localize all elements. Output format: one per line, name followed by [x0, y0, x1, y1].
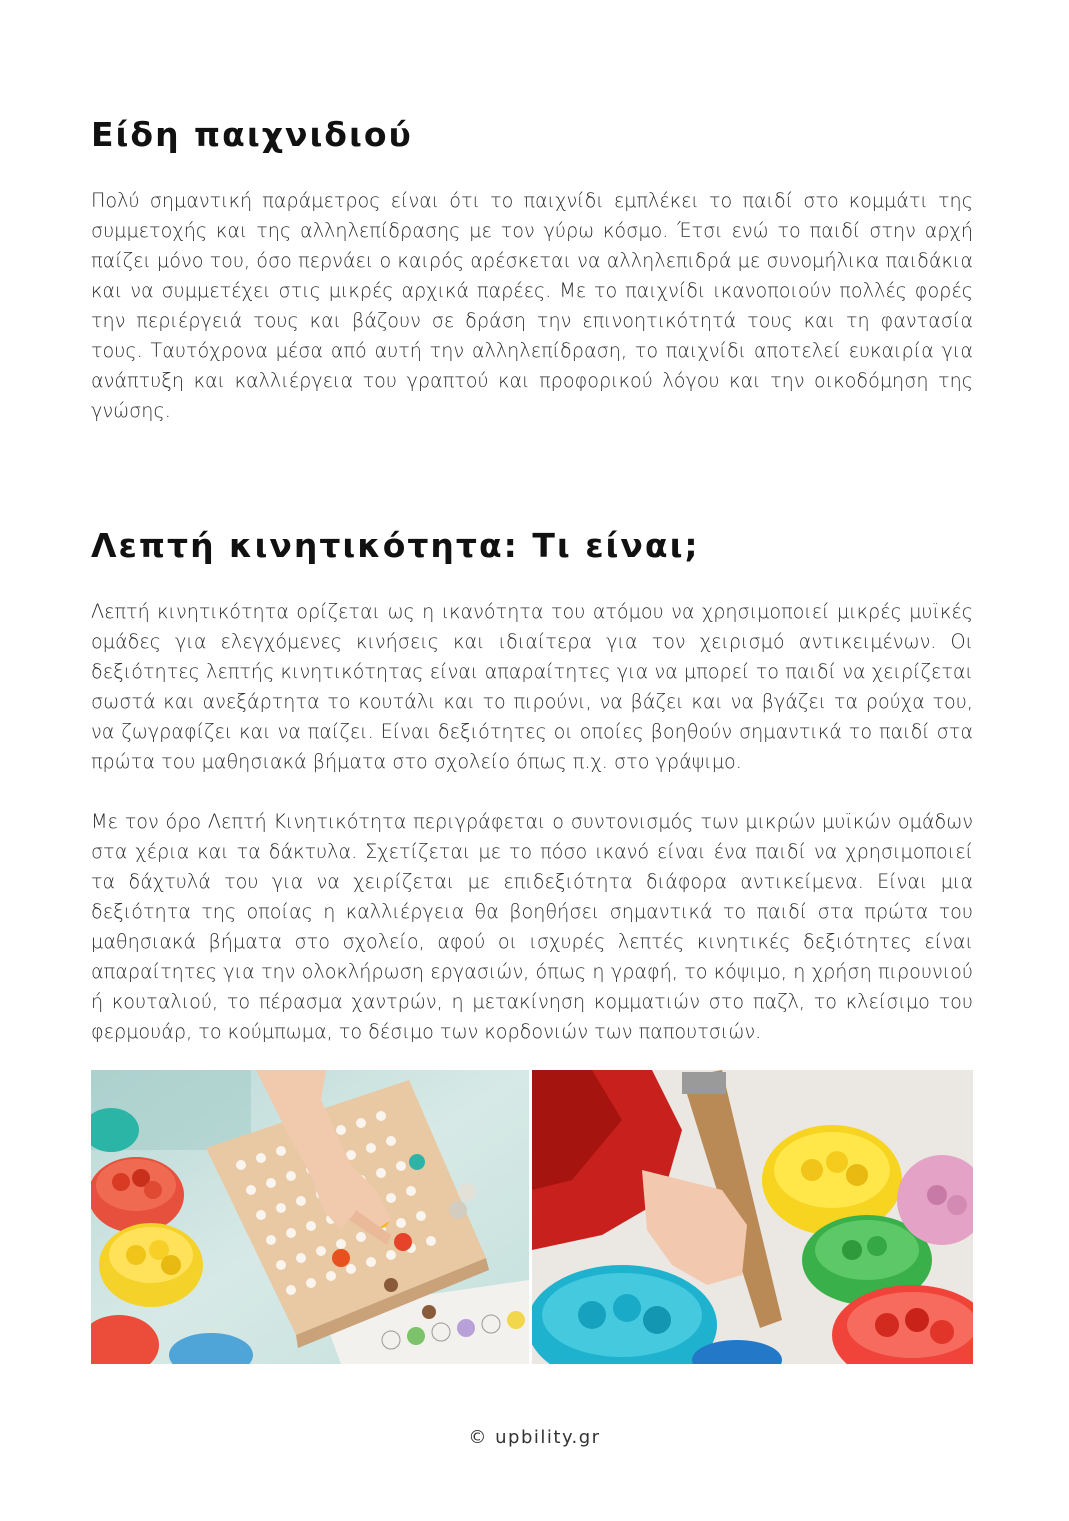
- footer-copyright: © upbility.gr: [468, 1427, 601, 1448]
- section-heading-fine-motor: Λεπτή κινητικότητα: Τι είναι;: [91, 526, 700, 565]
- paragraph-play-types: Πολύ σημαντική παράμετρος είναι ότι το παιχνίδι εμπλέκει το παιδί στο κομμάτι της συμμετοχής και της αλληλεπίδρασης με τον γύρω κόσμο. Έτσι ενώ το παιδί στην αρχή παίζει μόνο του, όσο περνάει ο καιρός αρέσκεται να αλληλεπιδρά με συνομήλικα παιδάκια και να συμμετέχει στις μικρές αρχικά παρέες. Με το παιχνίδι ικανοποιούν πολλές φορές την περιέργειά τους και βάζουν σε δράση την επινοητικότητά τους και τη φαντασία τους. Ταυτόχρονα μέσα από αυτή την αλληλεπίδραση, το παιχνίδι αποτελεί ευκαιρία για ανάπτυξη και καλλιέργεια του γραπτού και προφορικού λόγου και την οικοδόμηση της γνώσης.: [91, 189, 973, 422]
- photo-tongs-bowls: [532, 1070, 973, 1364]
- pegboard-illustration: [91, 1070, 529, 1364]
- section-heading-play-types: Είδη παιχνιδιού: [91, 115, 413, 154]
- paragraph-fine-motor-coordination: Με τον όρο Λεπτή Κινητικότητα περιγράφεται ο συντονισμός των μικρών μυϊκών ομάδων στα χέρια και τα δάκτυλα. Σχετίζεται με το πόσο ικανό είναι ένα παιδί να χρησιμοποιεί τα δάχτυλά του για να χειρίζεται με επιδεξιότητα διάφορα αντικείμενα. Είναι μια δεξιότητα της οποίας η καλλιέργεια θα βοηθήσει σημαντικά το παιδί στα πρώτα του μαθησιακά βήματα στο σχολείο, αφού οι ισχυρές λεπτές κινητικές δεξιότητες είναι απαραίτητες για την ολοκλήρωση εργασιών, όπως η γραφή, το κόψιμο, η χρήση πιρουνιού ή κουταλιού, το πέρασμα χαντρών, η μετακίνηση κομματιών στο παζλ, το κλείσιμο του φερμουάρ, το κούμπωμα, το δέσιμο των κορδονιών των παπουτσιών.: [91, 810, 973, 1043]
- paragraph-fine-motor-definition: Λεπτή κινητικότητα ορίζεται ως η ικανότητα του ατόμου να χρησιμοποιεί μικρές μυϊκές ομάδες για ελεγχόμενες κινήσεις και ιδιαίτερα για τον χειρισμό αντικειμένων. Οι δεξιότητες λεπτής κινητικότητας είναι απαραίτητες για να μπορεί το παιδί να χειρίζεται σωστά και ανεξάρτητα το κουτάλι και το πιρούνι, να βάζει και να βγάζει τα ρούχα του, να ζωγραφίζει και να παίζει. Είναι δεξιότητες οι οποίες βοηθούν σημαντικά το παιδί στα πρώτα του μαθησιακά βήματα στο σχολείο όπως π.χ. στο γράψιμο.: [91, 600, 973, 773]
- photo-pegboard-beads: [91, 1070, 529, 1364]
- tongs-illustration: [532, 1070, 973, 1364]
